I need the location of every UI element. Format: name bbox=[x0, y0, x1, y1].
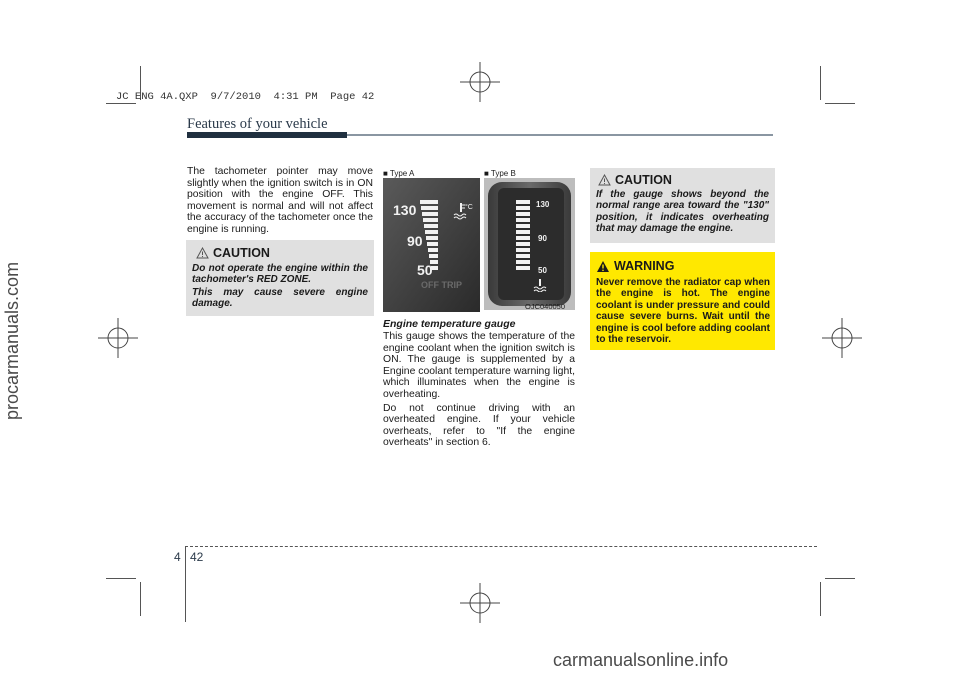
crop-mark bbox=[825, 103, 855, 104]
registration-mark-icon bbox=[460, 62, 500, 102]
warning-text: Never remove the radiator cap when the engine is hot. The engine coolant is under pressure and could cause severe burns. Wait until the engine is cool before adding coolant to the reservoir. bbox=[596, 277, 770, 346]
coolant-temp-icon bbox=[533, 278, 547, 297]
temperature-gauge-text bbox=[383, 331, 575, 449]
gauge-paragraph-2: Do not continue driving with an overheated engine. If your vehicle overheats, refer to "If the engine overheats" in section 6. bbox=[383, 402, 575, 449]
tachometer-paragraph: The tachometer pointer may move slightly when the ignition switch is in ON position with the engine OFF. This movement is normal and will not affect the accuracy of the tachometer once the engine is running. bbox=[187, 166, 373, 235]
warning-box-radiator bbox=[590, 252, 775, 350]
gauge-mark: 90 bbox=[538, 234, 547, 243]
watermark-left: procarmanuals.com bbox=[2, 261, 22, 420]
caution-line-2: This may cause severe engine damage. bbox=[192, 287, 368, 310]
title-rule bbox=[347, 134, 773, 136]
chapter-number: 4 bbox=[174, 550, 181, 564]
caution-box-overheating bbox=[590, 168, 775, 243]
gauge-mark: 50 bbox=[417, 262, 433, 278]
type-a-label: ■ Type A bbox=[383, 169, 415, 178]
gauge-type-a-image bbox=[383, 178, 480, 312]
image-code: OJC040050 bbox=[525, 302, 566, 311]
gauge-mark: 50 bbox=[538, 266, 547, 275]
registration-mark-icon bbox=[460, 583, 500, 623]
gauge-mark: 130 bbox=[393, 202, 417, 218]
footer-rule bbox=[185, 546, 817, 547]
registration-mark-icon bbox=[98, 318, 138, 358]
trip-display: OFF TRIP bbox=[421, 280, 462, 290]
gauge-mark: 90 bbox=[407, 233, 423, 249]
footer-separator bbox=[185, 547, 186, 622]
page-number: 42 bbox=[190, 550, 204, 564]
warning-title: WARNING bbox=[596, 259, 674, 273]
unit-label: °C bbox=[465, 204, 473, 211]
gauge-type-b-image bbox=[484, 178, 575, 310]
warning-triangle-icon bbox=[596, 260, 610, 273]
caution-box-tachometer bbox=[186, 240, 374, 316]
warning-triangle-icon bbox=[196, 247, 209, 259]
crop-mark bbox=[820, 582, 821, 616]
caution-text: If the gauge shows beyond the normal range area toward the "130" position, it indicates overheating that may damage the engine. bbox=[596, 189, 769, 235]
watermark-bottom: carmanualsonline.info bbox=[553, 650, 729, 670]
gauge-mark: 130 bbox=[536, 200, 550, 209]
type-b-label: ■ Type B bbox=[484, 169, 516, 178]
warning-triangle-icon bbox=[598, 174, 611, 186]
registration-mark-icon bbox=[822, 318, 862, 358]
print-slug: JC ENG 4A.QXP 9/7/2010 4:31 PM Page 42 bbox=[116, 91, 375, 103]
crop-mark bbox=[140, 582, 141, 616]
title-bar bbox=[187, 132, 347, 138]
section-title: Features of your vehicle bbox=[187, 116, 328, 132]
caution-line-1: Do not operate the engine within the tachometer's RED ZONE. bbox=[192, 263, 368, 286]
crop-mark bbox=[825, 578, 855, 579]
sub-heading: Engine temperature gauge bbox=[383, 318, 516, 330]
crop-mark bbox=[106, 578, 136, 579]
caution-title: CAUTION bbox=[196, 246, 270, 260]
caution-title: CAUTION bbox=[598, 173, 672, 187]
gauge-paragraph-1: This gauge shows the temperature of the engine coolant when the ignition switch is ON. The gauge is supplemented by a Engine coolant temperature warning light, which illuminates when the engine is overheating. bbox=[383, 331, 575, 400]
crop-mark bbox=[820, 66, 821, 100]
crop-mark bbox=[106, 103, 136, 104]
